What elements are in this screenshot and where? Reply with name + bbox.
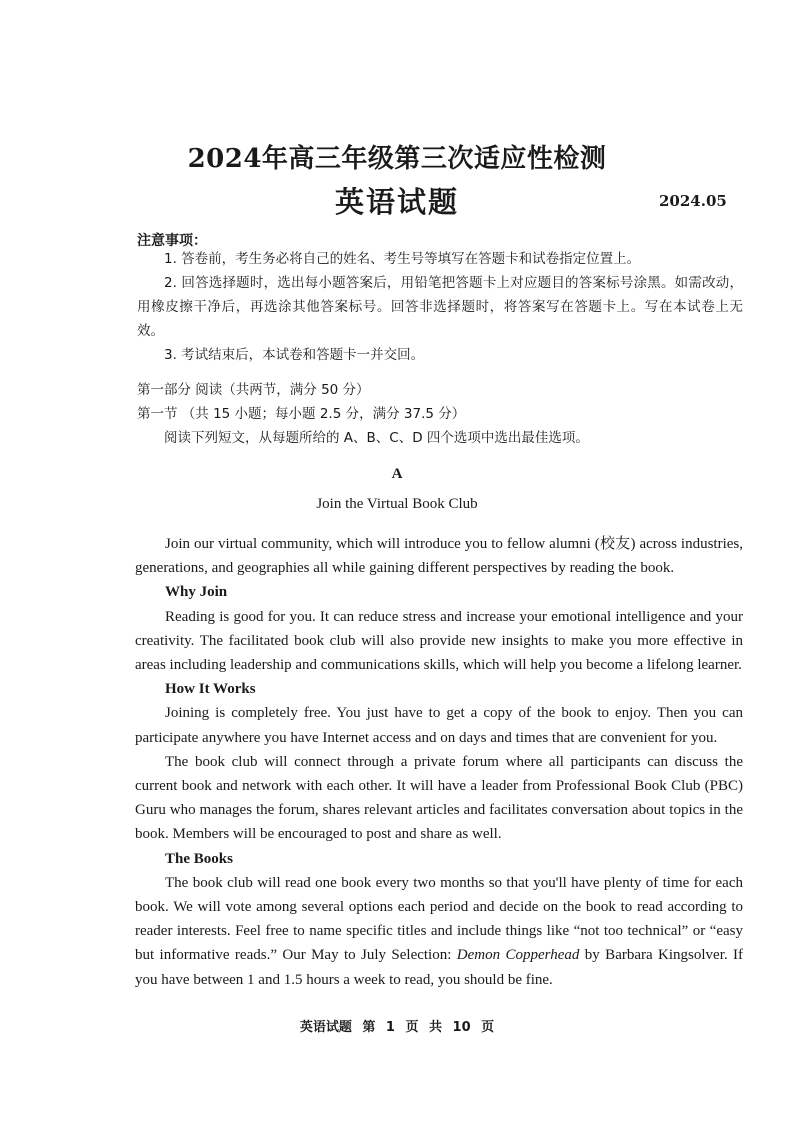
section-header xyxy=(137,378,743,450)
notice-list xyxy=(137,247,743,367)
passage-letter: A xyxy=(391,466,403,482)
passage-paragraph: Reading is good for you. It can reduce stress and increase your emotional intelligence and your creativity. The facilitated book club will also provide new insights to make you more effective in areas including leadership and communications skills, which will help you become a lifelong learner. xyxy=(135,608,743,674)
notice-item: 3. 考试结束后，本试卷和答题卡一并交回。 xyxy=(164,347,425,363)
passage-paragraph: Join our virtual community, which will introduce you to fellow alumni (校友) across industries, generations, and geographies all while gaining different perspectives by reading the book. xyxy=(135,536,743,577)
subsection-heading: 第一节 （共 15 小题；每小题 2.5 分，满分 37.5 分） xyxy=(137,406,466,422)
passage-title: Join the Virtual Book Club xyxy=(316,496,478,512)
passage-text: by Barbara Kingsolver. If you have between 1 and 1.5 hours a week to read, you should be fine. xyxy=(135,947,743,988)
passage-subheading: Why Join xyxy=(165,584,228,601)
passage-text: The book club will read one book every two months so that you'll have plenty of time for each book. We will vote among several options each period and decide on the book to read according to reader interests. Feel free to name specific titles and include things like “not too technical” or “easy but informative reads.” Our May to July Selection: xyxy=(135,874,743,964)
book-title: Demon Copperhead xyxy=(456,947,580,964)
passage-paragraph: The book club will connect through a private forum where all participants can discuss the current book and network with each other. It will have a leader from Professional Book Club (PBC) Guru who manages the forum, shares relevant articles and facilitates conversation about topics in the book. Members will be encouraged to post and share as well. xyxy=(135,753,743,843)
passage-paragraph: Joining is completely free. You just have to get a copy of the book to enjoy. Then you can participate anywhere you have Internet access and on days and times that are convenient for you. xyxy=(135,705,743,746)
notice-heading: 注意事项： xyxy=(137,233,207,249)
exam-title: 2024年高三年级第三次适应性检测 xyxy=(187,144,607,174)
passage-subheading: The Books xyxy=(165,850,233,867)
part-heading: 第一部分 阅读（共两节，满分 50 分） xyxy=(137,382,370,398)
exam-subject-title: 英语试题 xyxy=(334,185,459,219)
passage-body xyxy=(135,532,743,992)
passage-paragraph xyxy=(135,871,743,992)
passage-subheading: How It Works xyxy=(165,681,256,698)
section-instruction: 阅读下列短文，从每题所给的 A、B、C、D 四个选项中选出最佳选项。 xyxy=(164,430,589,446)
notice-item: 1. 答卷前，考生务必将自己的姓名、考生号等填写在答题卡和试卷指定位置上。 xyxy=(164,251,641,267)
notice-item: 2. 回答选择题时，选出每小题答案后，用铅笔把答题卡上对应题目的答案标号涂黑。如需改动，用橡皮擦干净后，再选涂其他答案标号。回答非选择题时，将答案写在答题卡上。写在本试卷上无效。 xyxy=(137,275,743,339)
page-footer: 英语试题 第 1 页 共 10 页 xyxy=(299,1020,495,1035)
exam-date: 2024.05 xyxy=(659,192,727,210)
